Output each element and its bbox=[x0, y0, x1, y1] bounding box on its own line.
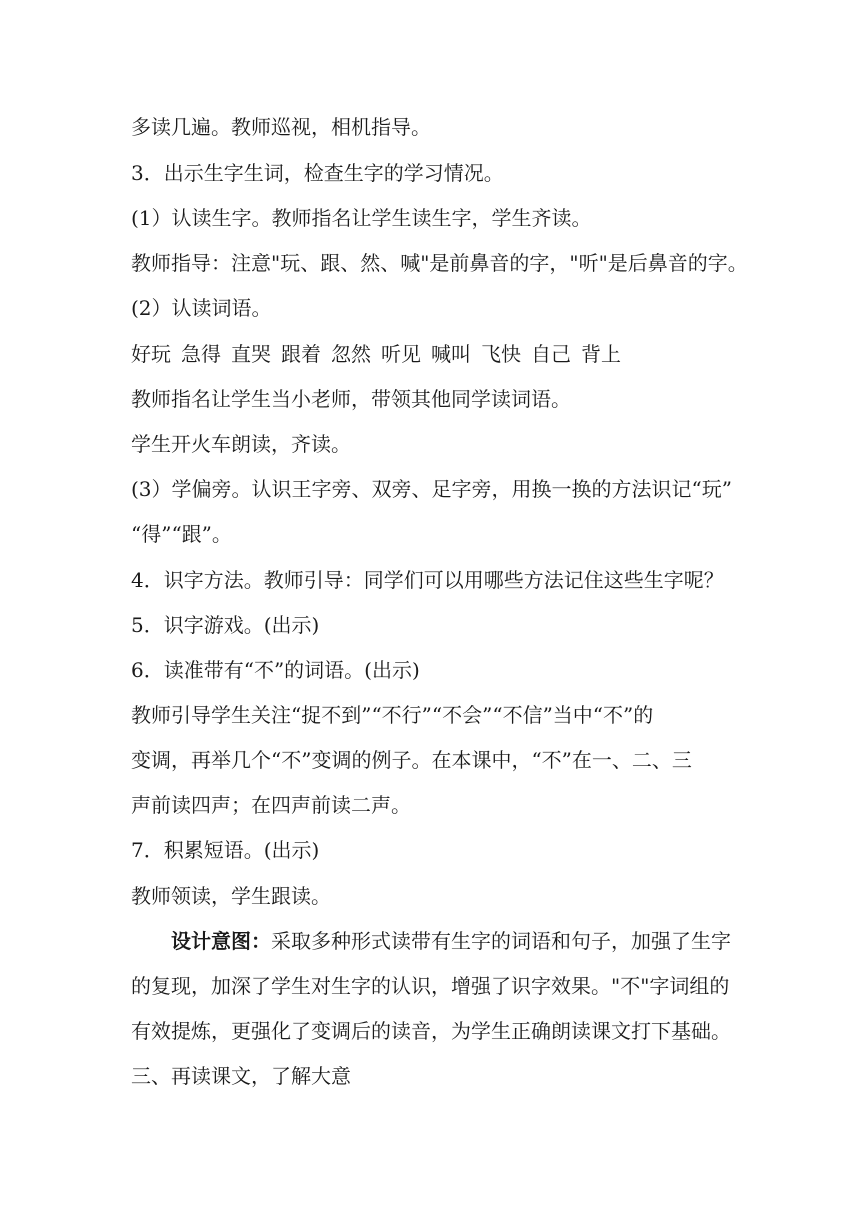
vocab-word: 跟着 bbox=[281, 342, 321, 366]
text-line: 4．识字方法。教师引导：同学们可以用哪些方法记住这些生字呢？ bbox=[131, 568, 724, 592]
text-line: 3．出示生字生词，检查生字的学习情况。 bbox=[131, 161, 504, 185]
text-line: “得”“跟”。 bbox=[131, 522, 232, 546]
vocab-word-list bbox=[131, 340, 731, 368]
text-line: (2）认读词语。 bbox=[131, 296, 272, 320]
text-line: 教师领读，学生跟读。 bbox=[131, 884, 331, 908]
text-line: 有效提炼，更强化了变调后的读音，为学生正确朗读课文打下基础。 bbox=[131, 1019, 731, 1043]
vocab-word: 飞快 bbox=[481, 342, 521, 366]
design-intent-text: 采取多种形式读带有生字的词语和句子，加强了生字 bbox=[271, 929, 731, 953]
text-line: 教师指导：注意"玩、跟、然、喊"是前鼻音的字，"听"是后鼻音的字。 bbox=[131, 251, 748, 275]
text-line: 教师指名让学生当小老师，带领其他同学读词语。 bbox=[131, 387, 571, 411]
vocab-word: 听见 bbox=[381, 342, 421, 366]
vocab-word: 直哭 bbox=[231, 342, 271, 366]
text-line: 7．积累短语。(出示) bbox=[131, 838, 320, 862]
design-intent-label: 设计意图： bbox=[171, 929, 271, 953]
vocab-word: 喊叫 bbox=[431, 342, 471, 366]
text-line: (1）认读生字。教师指名让学生读生字，学生齐读。 bbox=[131, 206, 592, 230]
vocab-word: 急得 bbox=[181, 342, 221, 366]
vocab-word: 好玩 bbox=[131, 342, 171, 366]
text-line: 的复现，加深了学生对生字的认识，增强了识字效果。"不"字词组的 bbox=[131, 974, 730, 998]
vocab-word: 背上 bbox=[581, 342, 621, 366]
vocab-word: 忽然 bbox=[331, 342, 371, 366]
vocab-word: 自己 bbox=[531, 342, 571, 366]
text-line: (3）学偏旁。认识王字旁、双旁、足字旁，用换一换的方法识记“玩” bbox=[131, 477, 732, 501]
text-line: 学生开火车朗读，齐读。 bbox=[131, 432, 351, 456]
text-line: 多读几遍。教师巡视，相机指导。 bbox=[131, 115, 431, 139]
text-line: 变调，再举几个“不”变调的例子。在本课中，“不”在一、二、三 bbox=[131, 748, 692, 772]
text-line: 5．识字游戏。(出示) bbox=[131, 613, 320, 637]
text-line: 6．读准带有“不”的词语。(出示) bbox=[131, 658, 420, 682]
text-line: 声前读四声；在四声前读二声。 bbox=[131, 793, 411, 817]
text-line: 教师引导学生关注“捉不到”“不行”“不会”“不信”当中“不”的 bbox=[131, 703, 654, 727]
section-heading: 三、再读课文，了解大意 bbox=[131, 1064, 351, 1088]
design-intent-line bbox=[171, 927, 771, 955]
